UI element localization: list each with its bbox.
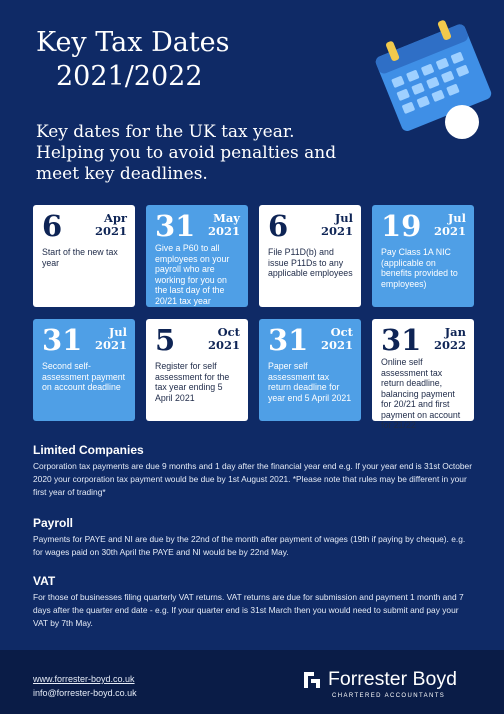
- date-card-6-apr: [33, 205, 135, 307]
- date-day: 31: [268, 323, 309, 357]
- date-card-5-oct: [146, 319, 248, 421]
- footer-contact: [33, 672, 137, 700]
- brand-tagline: CHARTERED ACCOUNTANTS: [332, 693, 446, 699]
- website-link[interactable]: www.forrester-boyd.co.uk: [33, 674, 135, 684]
- date-description: File P11D(b) and issue P11Ds to any applicable employees: [268, 247, 353, 278]
- date-year: 2021: [320, 338, 353, 352]
- brand-name: Forrester Boyd: [328, 668, 457, 690]
- date-description: Give a P60 to all employees on your payroll who are working for you on the last day of the 20/21 tax year: [155, 243, 230, 306]
- date-month: Jan: [444, 325, 466, 339]
- section-heading-limited-companies: Limited Companies: [33, 443, 144, 457]
- date-description: Register for self assessment for the tax year ending 5 April 2021: [155, 361, 230, 403]
- date-card-31-may: [146, 205, 248, 307]
- date-year: 2021: [433, 224, 466, 238]
- section-body-payroll: Payments for PAYE and NI are due by the 22nd of the month after payment of wages (19th if paying by cheque). e.g. for wages paid on 30th April the PAYE and NI would be by 22nd May.: [33, 534, 466, 557]
- date-year: 2021: [207, 224, 240, 238]
- section-heading-vat: VAT: [33, 574, 56, 588]
- date-day: 6: [42, 209, 63, 243]
- title-line-1: Key Tax Dates: [36, 27, 230, 58]
- date-card-31-jan: [372, 319, 474, 430]
- date-day: 5: [155, 323, 176, 357]
- date-day: 19: [381, 209, 422, 243]
- section-body-vat: For those of businesses filing quarterly VAT returns. VAT returns are due for submission and payment 1 month and 7 days after the quarter end date - e.g. If your quarter end is 31st March then you would need to submit and pay your VAT by 7th May.: [33, 592, 464, 628]
- forrester-boyd-mark-icon: [302, 670, 322, 690]
- date-month: Jul: [447, 211, 466, 225]
- date-card-31-jul: [33, 319, 135, 421]
- date-day: 6: [268, 209, 289, 243]
- date-year: 2021: [320, 224, 353, 238]
- date-card-31-oct: [259, 319, 361, 421]
- date-card-6-jul: [259, 205, 361, 307]
- date-description: Pay Class 1A NIC (applicable on benefits provided to employees): [381, 247, 458, 289]
- date-description: Paper self assessment tax return deadline for year end 5 April 2021: [268, 361, 352, 403]
- date-year: 2021: [207, 338, 240, 352]
- date-year: 2022: [433, 338, 466, 352]
- date-description: Second self-assessment payment on account deadline: [42, 361, 126, 392]
- key-dates-grid: [33, 205, 473, 430]
- email-text[interactable]: info@forrester-boyd.co.uk: [33, 688, 137, 698]
- date-day: 31: [381, 323, 422, 357]
- date-day: 31: [155, 209, 196, 243]
- date-month: Apr: [103, 211, 127, 225]
- date-description: Online self assessment tax return deadline, balancing payment for 20/21 and first payment on account for 21/22: [381, 357, 461, 430]
- date-month: Oct: [217, 325, 240, 339]
- section-heading-payroll: Payroll: [33, 516, 74, 530]
- date-description: Start of the new tax year: [42, 247, 118, 268]
- title-line-2: 2021/2022: [56, 61, 203, 92]
- date-month: Oct: [330, 325, 353, 339]
- date-card-19-jul: [372, 205, 474, 307]
- date-day: 31: [42, 323, 83, 357]
- footer: [0, 650, 504, 714]
- date-year: 2021: [94, 224, 127, 238]
- subtitle: Key dates for the UK tax year. Helping you to avoid penalties and meet key deadlines.: [36, 122, 337, 184]
- date-month: Jul: [108, 325, 127, 339]
- brand-logo: [302, 667, 472, 701]
- date-month: May: [213, 211, 240, 225]
- date-year: 2021: [94, 338, 127, 352]
- date-month: Jul: [334, 211, 353, 225]
- section-body-limited-companies: Corporation tax payments are due 9 months and 1 day after the financial year end e.g. If your year end is 31st October 2020 your corporation tax payment would be due by 1st August 2021. *Please note that rules may be different in your first year of trading*: [33, 461, 473, 497]
- page-title: [36, 26, 230, 94]
- calendar-icon: [370, 12, 500, 137]
